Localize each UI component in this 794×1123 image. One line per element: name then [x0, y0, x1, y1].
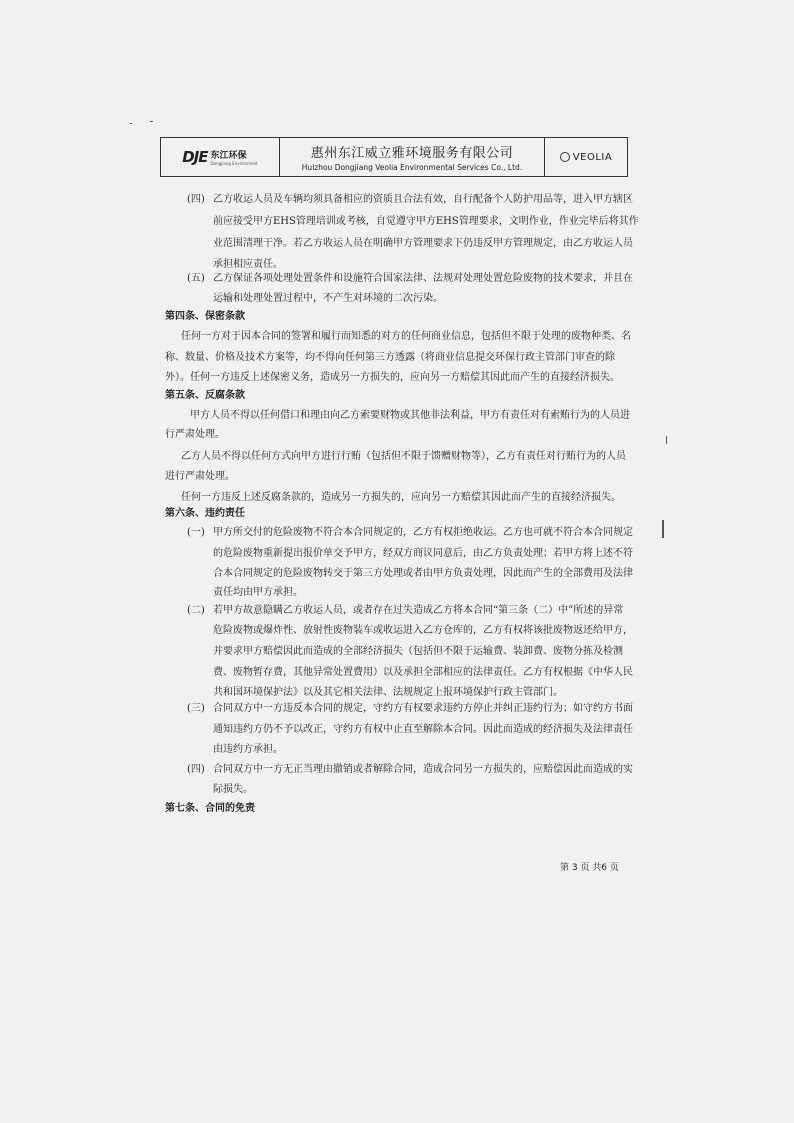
article-5-line: 甲方人员不得以任何借口和理由向乙方索要财物或其他非法利益，甲方有责任对有索贿行为的人员进 [190, 410, 630, 421]
clause-line: 由违约方承担。 [213, 744, 283, 755]
clause-line: 承担相应责任。 [213, 259, 283, 270]
article-5-line: 行严肃处理。 [165, 429, 225, 440]
article-4-line: 外）。任何一方违反上述保密义务，造成另一方损失的，应向另一方赔偿其因此而产生的直接经济损失。 [165, 372, 620, 383]
scan-edge-mark [662, 520, 664, 538]
dongjiang-logo [161, 138, 280, 176]
clause-line: 合本合同规定的危险废物转交于第三方处理或者由甲方负责处理，因此而产生的全部费用及法律 [213, 568, 633, 579]
clause-line: 若甲方故意隐瞒乙方收运人员，或者存在过失造成乙方将本合同“第三条（二）中”所述的异常 [213, 605, 624, 616]
clause-mark: (一) [187, 527, 205, 538]
clause-mark: (二) [187, 605, 205, 616]
clause-line: 通知违约方仍不予以改正，守约方有权中止直至解除本合同。因此而造成的经济损失及法律责任 [213, 724, 633, 735]
veolia-logo [544, 138, 627, 176]
company-name-english: Huizhou Dongjiang Veolia Environmental Services Co., Ltd. [301, 163, 523, 172]
logo-chinese-name: 东江环保 [210, 151, 247, 161]
clause-mark: (四) [187, 194, 205, 205]
article-5-title: 第五条、反腐条款 [165, 390, 245, 401]
company-name-chinese: 惠州东江威立雅环境服务有限公司 [310, 146, 514, 161]
article-6-title: 第六条、违约责任 [165, 508, 245, 519]
clause-line: 乙方收运人员及车辆均须具备相应的资质且合法有效，自行配备个人防护用品等，进入甲方辖区 [213, 194, 633, 205]
clause-line: 合同双方中一方违反本合同的规定，守约方有权要求违约方停止并纠正违约行为；如守约方书面 [213, 703, 633, 714]
clause-line: 费、废物暂存费，其他异常处置费用）以及承担全部相应的法律责任。乙方有权根据《中华人民 [213, 667, 633, 678]
clause-line: 责任均由甲方承担。 [213, 587, 303, 598]
veolia-circle-icon [560, 152, 570, 162]
page-number: 第 3 页 共6 页 [560, 863, 619, 873]
clause-line: 甲方所交付的危险废物不符合本合同规定的，乙方有权拒绝收运。乙方也可就不符合本合同规定 [213, 527, 633, 538]
clause-line: 运输和处理处置过程中，不产生对环境的二次污染。 [213, 293, 443, 304]
clause-line: 前应接受甲方EHS管理培训或考核，自觉遵守甲方EHS管理要求，文明作业，作业完毕后将其作 [213, 216, 639, 227]
clause-mark: (三) [187, 703, 205, 714]
clause-line: 共和国环境保护法》以及其它相关法律、法规规定上报环境保护行政主管部门。 [213, 687, 563, 698]
logo-english-name: Dongjiang Environment [210, 161, 258, 166]
veolia-wordmark: VEOLIA [572, 151, 613, 163]
clause-mark: (五) [187, 273, 205, 284]
clause-line: 际损失。 [213, 784, 253, 795]
article-5-line: 进行严肃处理。 [165, 471, 235, 482]
scan-edge-mark [666, 436, 667, 444]
scan-speck [130, 123, 132, 124]
article-4-line: 任何一方对于因本合同的签署和履行而知悉的对方的任何商业信息，包括但不限于处理的废物种类、名 [181, 331, 631, 342]
clause-line: 乙方保证各项处理处置条件和设施符合国家法律、法规对处理处置危险废物的技术要求，并且在 [213, 273, 633, 284]
article-5-line: 任何一方违反上述反腐条款的，造成另一方损失的，应向另一方赔偿其因此而产生的直接经济损失。 [181, 492, 621, 503]
clause-line: 并要求甲方赔偿因此而造成的全部经济损失（包括但不限于运输费、装卸费、废物分拣及检测 [213, 646, 623, 657]
scan-speck [150, 121, 153, 122]
clause-line: 合同双方中一方无正当理由撤销或者解除合同，造成合同另一方损失的，应赔偿因此而造成的实 [213, 764, 633, 775]
clause-line: 危险废物或爆炸性、放射性废物装车或收运进入乙方仓库的，乙方有权将该批废物返还给甲方， [213, 625, 633, 636]
dje-logo-mark: DJE [182, 148, 208, 166]
article-4-line: 称、数量、价格及技术方案等，均不得向任何第三方透露（将商业信息提交环保行政主管部门审查的除 [165, 352, 615, 363]
letterhead [160, 137, 628, 177]
article-7-title: 第七条、合同的免责 [165, 803, 255, 814]
article-5-line: 乙方人员不得以任何方式向甲方进行行贿（包括但不限于馈赠财物等），乙方有责任对行贿行为的人员 [181, 451, 626, 462]
clause-line: 的危险废物重新提出报价单交予甲方，经双方商议同意后，由乙方负责处理；若甲方将上述不符 [213, 548, 633, 559]
clause-line: 业范围清理干净。若乙方收运人员在明确甲方管理要求下仍违反甲方管理规定，由乙方收运人员 [213, 238, 633, 249]
article-4-title: 第四条、保密条款 [165, 311, 245, 322]
clause-mark: (四) [187, 764, 205, 775]
